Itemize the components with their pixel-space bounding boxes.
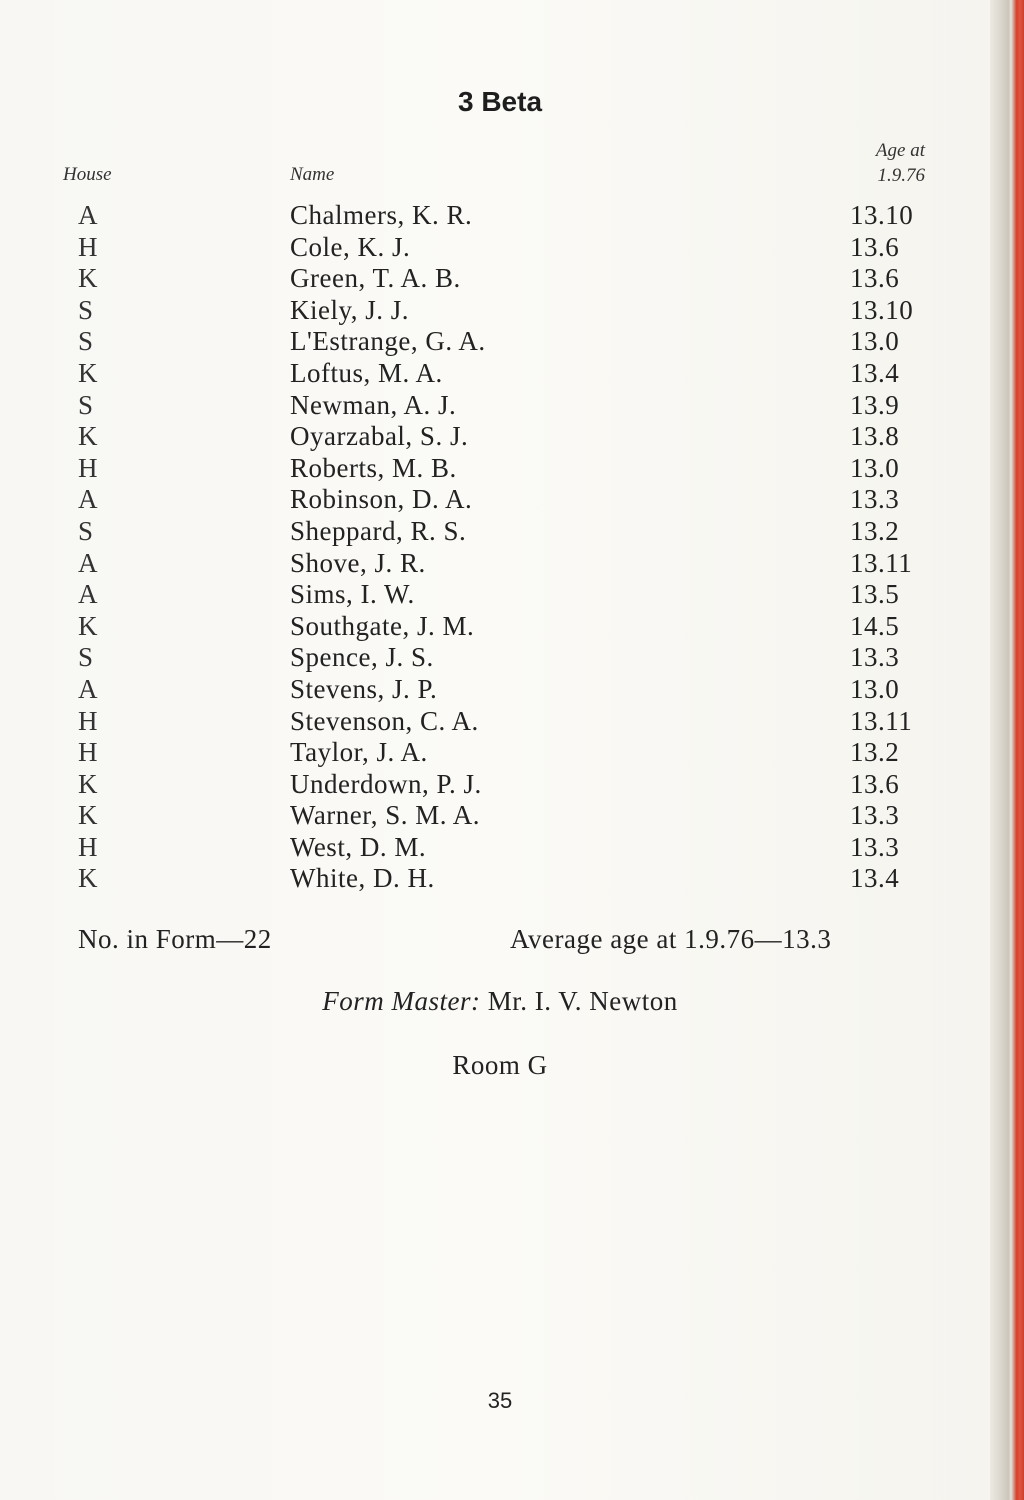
table-row xyxy=(0,546,1000,578)
name-cell: Loftus, M. A. xyxy=(290,357,443,388)
name-cell: Kiely, J. J. xyxy=(290,294,409,325)
age-cell: 13.0 xyxy=(850,326,900,357)
age-cell: 13.4 xyxy=(850,863,900,894)
page-number: 35 xyxy=(487,1388,513,1413)
age-cell: 13.11 xyxy=(850,705,913,736)
name-cell: Stevens, J. P. xyxy=(290,673,438,704)
page-edge xyxy=(990,0,1024,1500)
table-row xyxy=(0,861,1000,893)
table-row xyxy=(0,451,1000,483)
age-cell: 13.0 xyxy=(850,452,900,483)
age-cell: 13.4 xyxy=(850,357,900,388)
house-cell: H xyxy=(78,452,98,483)
name-column-header: Name xyxy=(290,164,335,185)
table-row xyxy=(0,514,1000,546)
house-cell: A xyxy=(78,673,98,704)
name-cell: West, D. M. xyxy=(290,831,427,862)
age-cell: 13.9 xyxy=(850,389,900,420)
house-cell: S xyxy=(78,389,94,420)
age-cell: 13.3 xyxy=(850,484,900,515)
house-cell: A xyxy=(78,579,98,610)
name-cell: Cole, K. J. xyxy=(290,231,411,262)
age-cell: 13.10 xyxy=(850,294,914,325)
table-row xyxy=(0,830,1000,862)
house-cell: A xyxy=(78,200,98,230)
form-master-name: Mr. I. V. Newton xyxy=(487,986,678,1016)
age-header-line2: 1.9.76 xyxy=(877,165,925,186)
table-row xyxy=(0,388,1000,420)
house-cell: A xyxy=(78,547,98,578)
student-list xyxy=(0,198,1000,893)
house-cell: K xyxy=(78,800,98,831)
house-cell: H xyxy=(78,705,98,736)
form-count: No. in Form—22 xyxy=(78,924,272,954)
table-row xyxy=(0,324,1000,356)
age-cell: 13.3 xyxy=(850,831,900,862)
average-age: Average age at 1.9.76—13.3 xyxy=(510,924,832,954)
name-cell: Green, T. A. B. xyxy=(290,263,461,294)
name-cell: Spence, J. S. xyxy=(290,642,434,673)
page-title: 3 Beta xyxy=(457,86,543,117)
name-cell: Roberts, M. B. xyxy=(290,452,457,483)
house-cell: K xyxy=(78,863,98,894)
house-cell: H xyxy=(78,231,98,262)
table-row xyxy=(0,261,1000,293)
age-cell: 13.6 xyxy=(850,231,900,262)
table-row xyxy=(0,198,1000,230)
room: Room G xyxy=(452,1050,548,1080)
age-cell: 13.10 xyxy=(850,200,914,230)
name-cell: Sims, I. W. xyxy=(290,579,415,610)
house-cell: K xyxy=(78,357,98,388)
name-cell: L'Estrange, G. A. xyxy=(290,326,486,357)
age-cell: 13.5 xyxy=(850,579,900,610)
age-cell: 13.6 xyxy=(850,768,900,799)
house-cell: K xyxy=(78,421,98,452)
name-cell: Robinson, D. A. xyxy=(290,484,473,515)
house-cell: S xyxy=(78,515,94,546)
table-row xyxy=(0,609,1000,641)
age-header-line1: Age at xyxy=(875,140,925,161)
age-cell: 13.3 xyxy=(850,642,900,673)
table-row xyxy=(0,356,1000,388)
house-cell: K xyxy=(78,610,98,641)
name-cell: White, D. H. xyxy=(290,863,435,894)
name-cell: Underdown, P. J. xyxy=(290,768,482,799)
age-cell: 13.11 xyxy=(850,547,913,578)
age-cell: 13.2 xyxy=(850,515,900,546)
name-cell: Sheppard, R. S. xyxy=(290,515,467,546)
table-row xyxy=(0,577,1000,609)
name-cell: Southgate, J. M. xyxy=(290,610,475,641)
table-row xyxy=(0,767,1000,799)
table-row xyxy=(0,798,1000,830)
form-master-label: Form Master: xyxy=(322,986,481,1016)
table-row xyxy=(0,672,1000,704)
table-row xyxy=(0,230,1000,262)
house-cell: K xyxy=(78,768,98,799)
table-row xyxy=(0,704,1000,736)
age-cell: 13.6 xyxy=(850,263,900,294)
house-cell: K xyxy=(78,263,98,294)
age-cell: 13.2 xyxy=(850,737,900,768)
age-cell: 14.5 xyxy=(850,610,900,641)
house-cell: S xyxy=(78,326,94,357)
house-cell: H xyxy=(78,831,98,862)
age-column-header xyxy=(800,138,925,188)
name-cell: Newman, A. J. xyxy=(290,389,457,420)
name-cell: Oyarzabal, S. J. xyxy=(290,421,469,452)
name-cell: Chalmers, K. R. xyxy=(290,200,473,230)
table-row xyxy=(0,482,1000,514)
house-cell: S xyxy=(78,294,94,325)
name-cell: Stevenson, C. A. xyxy=(290,705,479,736)
house-column-header: House xyxy=(63,164,112,185)
table-row xyxy=(0,293,1000,325)
house-cell: H xyxy=(78,737,98,768)
name-cell: Warner, S. M. A. xyxy=(290,800,480,831)
age-cell: 13.3 xyxy=(850,800,900,831)
form-master xyxy=(0,986,1000,1017)
table-row xyxy=(0,735,1000,767)
table-row xyxy=(0,640,1000,672)
house-cell: A xyxy=(78,484,98,515)
age-cell: 13.8 xyxy=(850,421,900,452)
name-cell: Shove, J. R. xyxy=(290,547,426,578)
house-cell: S xyxy=(78,642,94,673)
table-row xyxy=(0,419,1000,451)
age-cell: 13.0 xyxy=(850,673,900,704)
name-cell: Taylor, J. A. xyxy=(290,737,428,768)
